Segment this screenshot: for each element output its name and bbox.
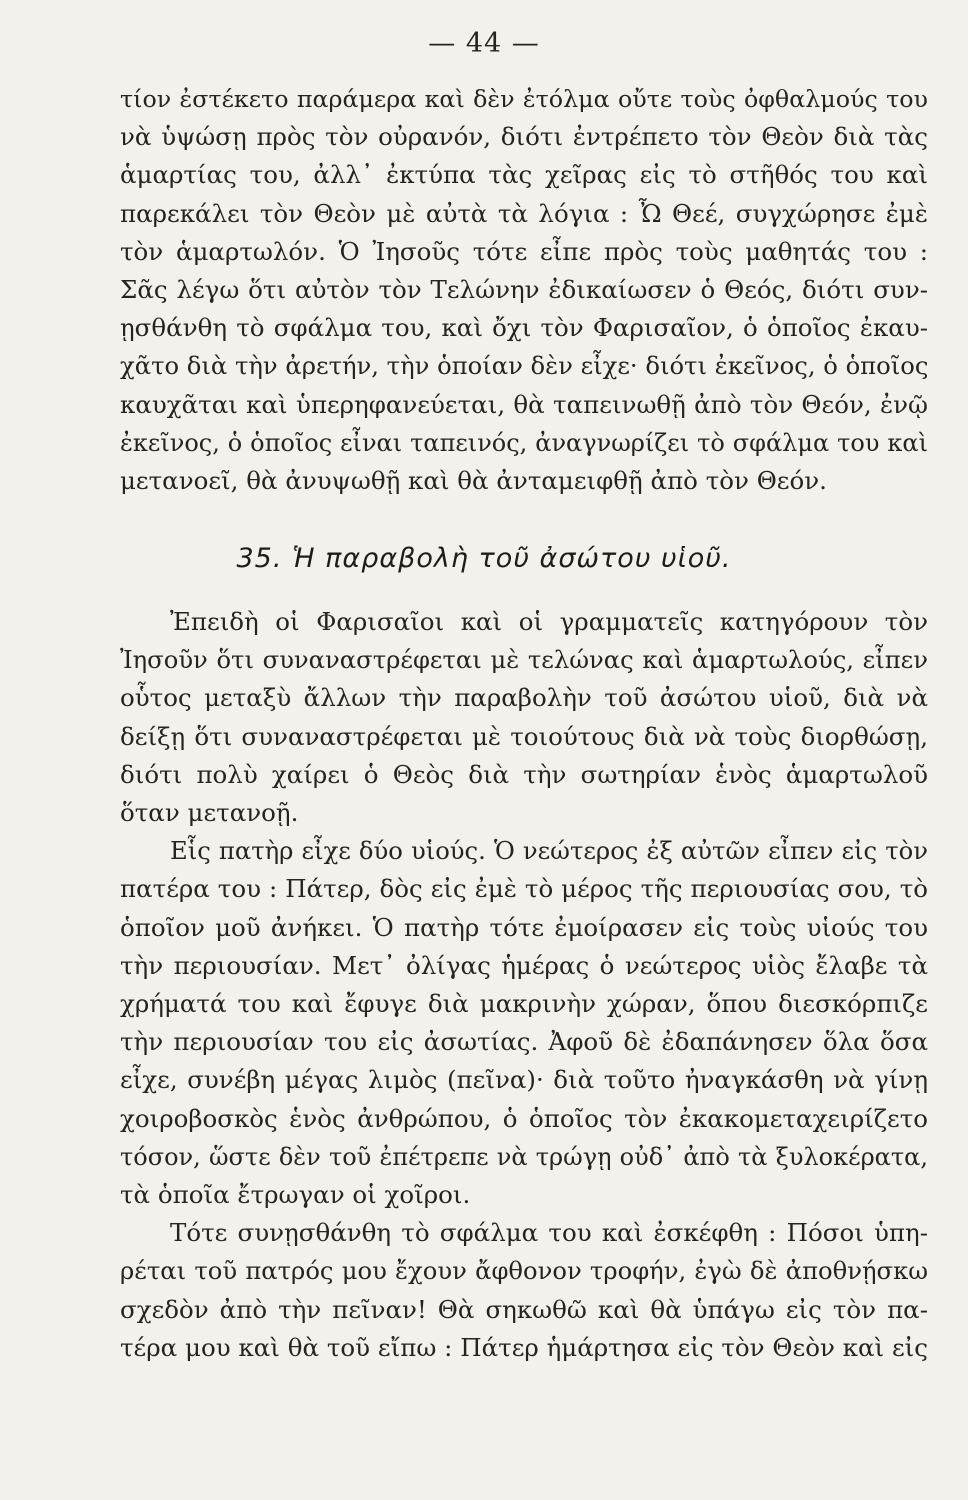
text-line: οὗτος μεταξὺ ἄλλων τὴν παραβολὴν τοῦ ἀσώτου υἱοῦ, διὰ νὰ	[120, 683, 928, 713]
text-line: εἶχε, συνέβη μέγας λιμὸς (πεῖνα)· διὰ τοῦτο ἠναγκάσθη νὰ γίνῃ	[120, 1065, 928, 1095]
text-line: τὸν ἁμαρτωλόν. Ὁ Ἰησοῦς τότε εἶπε πρὸς τοὺς μαθητάς του :	[120, 236, 928, 266]
text-line: μετανοεῖ, θὰ ἀνυψωθῇ καὶ θὰ ἀνταμειφθῇ ἀπὸ τὸν Θεόν.	[120, 466, 827, 496]
text-line: Ἰησοῦν ὅτι συναναστρέφεται μὲ τελώνας καὶ ἁμαρτωλούς, εἶπεν	[120, 645, 928, 675]
text-line: δείξῃ ὅτι συναναστρέφεται μὲ τοιούτους διὰ νὰ τοὺς διορθώσῃ,	[120, 721, 928, 751]
text-line: ῃσθάνθη τὸ σφάλμα του, καὶ ὄχι τὸν Φαρισαῖον, ὁ ὁποῖος ἐκαυ-	[120, 313, 928, 343]
text-line: νὰ ὑψώσῃ πρὸς τὸν οὐρανόν, διότι ἐντρέπετο τὸν Θεὸν διὰ τὰς	[120, 122, 928, 152]
text-line: Ἐπειδὴ οἱ Φαρισαῖοι καὶ οἱ γραμματεῖς κατηγόρουν τὸν	[170, 607, 928, 636]
text-block-parable	[120, 603, 928, 1367]
text-line: χρήματά του καὶ ἔφυγε διὰ μακρινὴν χώραν, ὅπου διεσκόρπιζε	[120, 989, 928, 1019]
text-block-continuation	[120, 80, 928, 500]
text-line: τόσον, ὥστε δὲν τοῦ ἐπέτρεπε νὰ τρώγῃ οὐδ᾿ ἀπὸ τὰ ξυλοκέρατα,	[120, 1142, 928, 1171]
text-line: ἐκεῖνος, ὁ ὁποῖος εἶναι ταπεινός, ἀναγνωρίζει τὸ σφάλμα του καὶ	[120, 428, 928, 457]
text-line: χοιροβοσκὸς ἑνὸς ἀνθρώπου, ὁ ὁποῖος τὸν ἐκακομεταχειρίζετο	[120, 1103, 928, 1133]
text-line: ἁμαρτίας του, ἀλλ᾿ ἐκτύπα τὰς χεῖρας εἰς τὸ στῆθός του καὶ	[120, 160, 928, 190]
text-line: Σᾶς λέγω ὅτι αὐτὸν τὸν Τελώνην ἐδικαίωσεν ὁ Θεός, διότι συν-	[120, 275, 928, 305]
page-number: — 44 —	[428, 28, 540, 59]
text-line: Τότε συνῃσθάνθη τὸ σφάλμα του καὶ ἐσκέφθη : Πόσοι ὑπη-	[170, 1218, 928, 1248]
text-line: ρέται τοῦ πατρός μου ἔχουν ἄφθονον τροφήν, ἐγὼ δὲ ἀποθνῄσκω	[120, 1256, 928, 1286]
text-line: Εἷς πατὴρ εἶχε δύο υἱούς. Ὁ νεώτερος ἐξ αὐτῶν εἶπεν εἰς τὸν	[170, 836, 928, 866]
text-line: τὴν περιουσίαν του εἰς ἀσωτίας. Ἀφοῦ δὲ ἐδαπάνησεν ὅλα ὅσα	[120, 1027, 928, 1057]
text-line: ὅταν μετανοῇ.	[120, 798, 299, 828]
text-line: ὁποῖον μοῦ ἀνήκει. Ὁ πατὴρ τότε ἐμοίρασεν εἰς τοὺς υἱούς του	[120, 912, 928, 942]
text-line: τίον ἐστέκετο παράμερα καὶ δὲν ἐτόλμα οὔτε τοὺς ὀφθαλμούς του	[120, 85, 928, 113]
text-line: τὰ ὁποῖα ἔτρωγαν οἱ χοῖροι.	[120, 1180, 471, 1210]
text-line: τὴν περιουσίαν. Μετ᾿ ὀλίγας ἡμέρας ὁ νεώτερος υἱὸς ἔλαβε τὰ	[120, 950, 928, 980]
text-line: πατέρα του : Πάτερ, δὸς εἰς ἐμὲ τὸ μέρος τῆς περιουσίας σου, τὸ	[120, 874, 928, 904]
text-line: διότι πολὺ χαίρει ὁ Θεὸς διὰ τὴν σωτηρίαν ἑνὸς ἁμαρτωλοῦ	[120, 759, 928, 789]
section-heading: 35. Ἡ παραβολὴ τοῦ ἀσώτου υἱοῦ.	[236, 543, 732, 574]
text-line: καυχᾶται καὶ ὑπερηφανεύεται, θὰ ταπεινωθῇ ἀπὸ τὸν Θεόν, ἐνῷ	[120, 389, 928, 419]
text-line: παρεκάλει τὸν Θεὸν μὲ αὐτὰ τὰ λόγια : Ὦ Θεέ, συγχώρησε ἐμὲ	[120, 198, 928, 228]
text-line: σχεδὸν ἀπὸ τὴν πεῖναν! Θὰ σηκωθῶ καὶ θὰ ὑπάγω εἰς τὸν πα-	[120, 1294, 928, 1324]
text-line: τέρα μου καὶ θὰ τοῦ εἴπω : Πάτερ ἡμάρτησα εἰς τὸν Θεὸν καὶ εἰς	[120, 1332, 928, 1362]
text-line: χᾶτο διὰ τὴν ἀρετήν, τὴν ὁποίαν δὲν εἶχε· διότι ἐκεῖνος, ὁ ὁποῖος	[120, 351, 929, 381]
